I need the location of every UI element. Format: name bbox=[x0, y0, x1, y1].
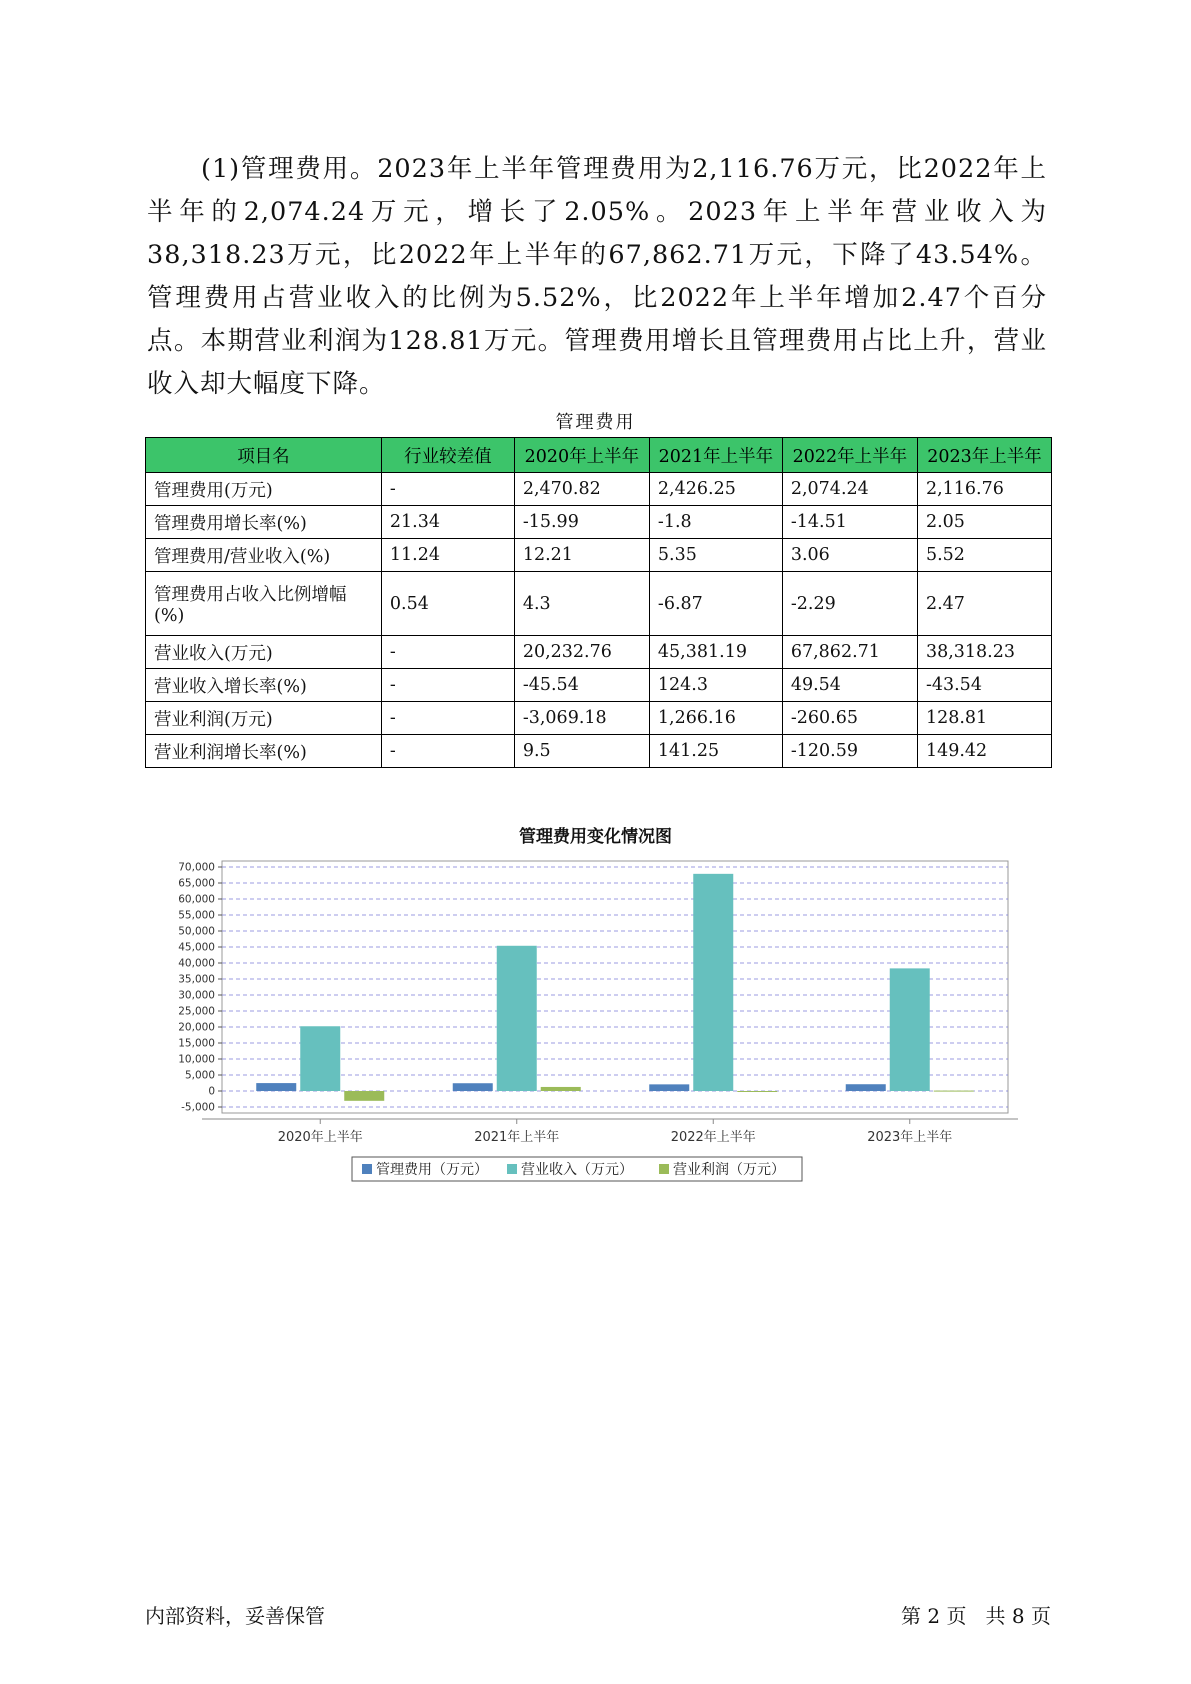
bar bbox=[256, 1083, 296, 1091]
table-cell: -43.54 bbox=[917, 669, 1051, 702]
bar bbox=[300, 1026, 340, 1091]
table-cell: 45,381.19 bbox=[649, 636, 782, 669]
table-cell: 管理费用/营业收入(%) bbox=[146, 539, 382, 572]
table-cell: 149.42 bbox=[917, 735, 1051, 768]
table-cell: 5.35 bbox=[649, 539, 782, 572]
column-header: 2023年上半年 bbox=[917, 438, 1051, 473]
x-tick-label: 2021年上半年 bbox=[474, 1130, 560, 1145]
table-cell: 营业收入(万元) bbox=[146, 636, 382, 669]
table-cell: -260.65 bbox=[782, 702, 917, 735]
table-row bbox=[146, 572, 1052, 636]
table-cell: -2.29 bbox=[782, 572, 917, 636]
y-tick-label: 50,000 bbox=[178, 925, 215, 938]
bar bbox=[453, 1083, 493, 1091]
y-tick-label: 10,000 bbox=[178, 1053, 215, 1066]
legend-swatch bbox=[507, 1164, 517, 1174]
table-cell: 67,862.71 bbox=[782, 636, 917, 669]
table-row bbox=[146, 473, 1052, 506]
management-expense-bar-chart bbox=[140, 850, 1020, 1270]
footer-page-number: 第 2 页 共 8 页 bbox=[901, 1604, 1051, 1628]
column-header: 行业较差值 bbox=[381, 438, 514, 473]
column-header: 2021年上半年 bbox=[649, 438, 782, 473]
table-cell: - bbox=[381, 669, 514, 702]
table-cell: 营业收入增长率(%) bbox=[146, 669, 382, 702]
table-cell: 3.06 bbox=[782, 539, 917, 572]
y-tick-label: 65,000 bbox=[178, 877, 215, 890]
table-cell: 2,426.25 bbox=[649, 473, 782, 506]
table-row bbox=[146, 539, 1052, 572]
table-cell: 20,232.76 bbox=[514, 636, 649, 669]
table-cell: -14.51 bbox=[782, 506, 917, 539]
table-cell: 12.21 bbox=[514, 539, 649, 572]
y-tick-label: 30,000 bbox=[178, 989, 215, 1002]
y-tick-label: 25,000 bbox=[178, 1005, 215, 1018]
footer-confidential-note: 内部资料，妥善保管 bbox=[145, 1604, 325, 1628]
table-row bbox=[146, 669, 1052, 702]
table-cell: -3,069.18 bbox=[514, 702, 649, 735]
table-cell: 11.24 bbox=[381, 539, 514, 572]
bar bbox=[541, 1087, 581, 1091]
analysis-paragraph: (1)管理费用。2023年上半年管理费用为2,116.76万元，比2022年上半年的2,074.24万元，增长了2.05%。2023年上半年营业收入为38,318.23万元，比2022年上半年的67,862.71万元，下降了43.54%。管理费用占营业收入的比例为5.52%，比2022年上半年增加2.47个百分点。本期营业利润为128.81万元。管理费用增长且管理费用占比上升，营业收入却大幅度下降。 bbox=[147, 154, 1047, 399]
table-cell: 0.54 bbox=[381, 572, 514, 636]
table-cell: 141.25 bbox=[649, 735, 782, 768]
table-row bbox=[146, 636, 1052, 669]
column-header: 2022年上半年 bbox=[782, 438, 917, 473]
x-tick-label: 2023年上半年 bbox=[867, 1130, 953, 1145]
y-tick-label: 35,000 bbox=[178, 973, 215, 986]
table-row bbox=[146, 702, 1052, 735]
legend-label: 营业收入（万元） bbox=[521, 1162, 633, 1178]
y-tick-label: 60,000 bbox=[178, 893, 215, 906]
table-cell: 5.52 bbox=[917, 539, 1051, 572]
table-title: 管理费用 bbox=[555, 412, 636, 433]
bar bbox=[737, 1091, 777, 1092]
table-cell: 21.34 bbox=[381, 506, 514, 539]
y-tick-label: 5,000 bbox=[184, 1069, 215, 1082]
table-cell: 2,074.24 bbox=[782, 473, 917, 506]
legend-label: 管理费用（万元） bbox=[376, 1162, 488, 1178]
table-cell: -6.87 bbox=[649, 572, 782, 636]
table-cell: 9.5 bbox=[514, 735, 649, 768]
bar bbox=[846, 1084, 886, 1091]
table-cell: 管理费用增长率(%) bbox=[146, 506, 382, 539]
table-cell: 1,266.16 bbox=[649, 702, 782, 735]
column-header: 项目名 bbox=[146, 438, 382, 473]
table-cell: 124.3 bbox=[649, 669, 782, 702]
y-tick-label: -5,000 bbox=[181, 1101, 215, 1114]
table-cell: 4.3 bbox=[514, 572, 649, 636]
table-cell: -120.59 bbox=[782, 735, 917, 768]
table-row bbox=[146, 735, 1052, 768]
y-tick-label: 55,000 bbox=[178, 909, 215, 922]
table-cell: 128.81 bbox=[917, 702, 1051, 735]
legend-swatch bbox=[362, 1164, 372, 1174]
y-tick-label: 45,000 bbox=[178, 941, 215, 954]
y-tick-label: 40,000 bbox=[178, 957, 215, 970]
table-cell: 2,116.76 bbox=[917, 473, 1051, 506]
bar bbox=[890, 968, 930, 1091]
bar bbox=[934, 1091, 974, 1092]
table-cell: 管理费用占收入比例增幅(%) bbox=[146, 572, 382, 636]
table-cell: - bbox=[381, 636, 514, 669]
table-cell: - bbox=[381, 735, 514, 768]
table-cell: 营业利润(万元) bbox=[146, 702, 382, 735]
bar bbox=[497, 946, 537, 1091]
bar bbox=[649, 1084, 689, 1091]
table-cell: 2.47 bbox=[917, 572, 1051, 636]
y-tick-label: 70,000 bbox=[178, 861, 215, 874]
bar bbox=[693, 874, 733, 1091]
y-tick-label: 15,000 bbox=[178, 1037, 215, 1050]
management-expense-table bbox=[145, 437, 1052, 768]
table-cell: - bbox=[381, 473, 514, 506]
table-cell: - bbox=[381, 702, 514, 735]
table-cell: 49.54 bbox=[782, 669, 917, 702]
chart-title: 管理费用变化情况图 bbox=[519, 827, 672, 847]
table-cell: 2.05 bbox=[917, 506, 1051, 539]
legend-label: 营业利润（万元） bbox=[673, 1162, 785, 1178]
table-header-row bbox=[146, 438, 1052, 473]
x-tick-label: 2022年上半年 bbox=[670, 1130, 756, 1145]
y-tick-label: 0 bbox=[208, 1085, 215, 1098]
table-cell: 2,470.82 bbox=[514, 473, 649, 506]
legend-swatch bbox=[659, 1164, 669, 1174]
table-cell: -1.8 bbox=[649, 506, 782, 539]
table-cell: 38,318.23 bbox=[917, 636, 1051, 669]
table-cell: 管理费用(万元) bbox=[146, 473, 382, 506]
table-cell: -45.54 bbox=[514, 669, 649, 702]
column-header: 2020年上半年 bbox=[514, 438, 649, 473]
table-row bbox=[146, 506, 1052, 539]
table-cell: 营业利润增长率(%) bbox=[146, 735, 382, 768]
table-cell: -15.99 bbox=[514, 506, 649, 539]
bar bbox=[344, 1091, 384, 1101]
y-tick-label: 20,000 bbox=[178, 1021, 215, 1034]
x-tick-label: 2020年上半年 bbox=[277, 1130, 363, 1145]
